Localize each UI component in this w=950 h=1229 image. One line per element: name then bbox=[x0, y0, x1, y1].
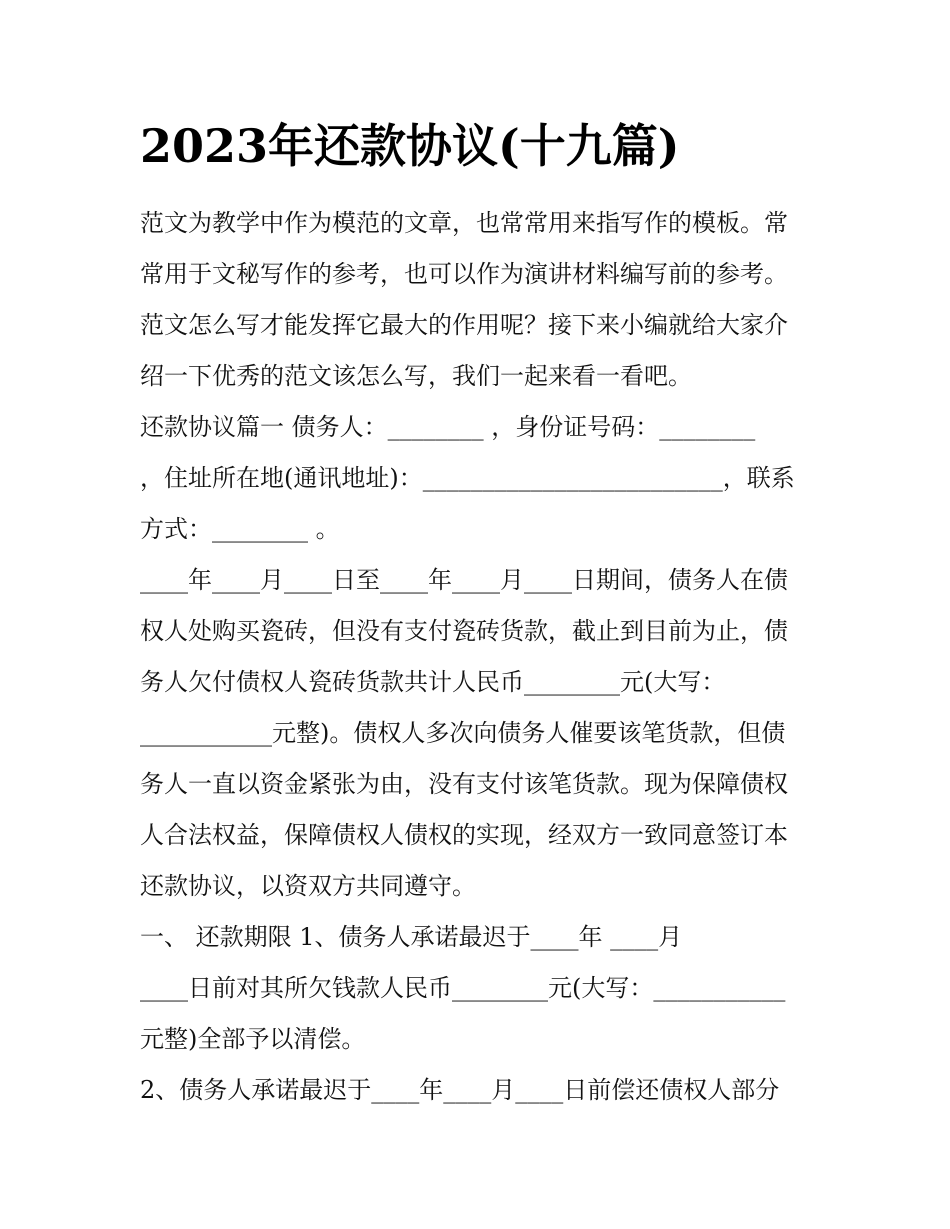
paragraph-line: 2、债务人承诺最迟于____年____月____日前偿还债权人部分 bbox=[140, 1076, 780, 1104]
paragraph-line: 务人欠付债权人瓷砖货款共计人民币________元(大写： bbox=[140, 668, 726, 696]
paragraph-line: 还款协议篇一 债务人：________ ，身份证号码：________ bbox=[140, 413, 756, 441]
paragraph-line: 常用于文秘写作的参考，也可以作为演讲材料编写前的参考。 bbox=[140, 260, 788, 288]
paragraph-line: 范文怎么写才能发挥它最大的作用呢？接下来小编就给大家介 bbox=[140, 311, 788, 339]
paragraph-line: ，住址所在地(通讯地址)：_________________________，联系 bbox=[140, 464, 795, 492]
paragraph-line: ____日前对其所欠钱款人民币________元(大写：___________ bbox=[140, 974, 786, 1002]
document-title: 2023年还款协议(十九篇) bbox=[140, 119, 680, 173]
paragraph-line: 权人处购买瓷砖，但没有支付瓷砖货款，截止到目前为止，债 bbox=[140, 617, 788, 645]
paragraph-line: 一、 还款期限 1、债务人承诺最迟于____年 ____月 bbox=[140, 923, 683, 951]
paragraph-line: ____年____月____日至____年____月____日期间，债务人在债 bbox=[140, 566, 788, 594]
paragraph-line: 方式：________ 。 bbox=[140, 515, 340, 543]
paragraph-line: ___________元整)。债权人多次向债务人催要该笔货款，但债 bbox=[140, 719, 786, 747]
document-body bbox=[140, 198, 820, 1116]
paragraph-line: 还款协议，以资双方共同遵守。 bbox=[140, 872, 476, 900]
paragraph-line: 绍一下优秀的范文该怎么写，我们一起来看一看吧。 bbox=[140, 362, 692, 390]
paragraph-line: 范文为教学中作为模范的文章，也常常用来指写作的模板。常 bbox=[140, 209, 788, 237]
paragraph-line: 务人一直以资金紧张为由，没有支付该笔货款。现为保障债权 bbox=[140, 770, 788, 798]
paragraph-line: 人合法权益，保障债权人债权的实现，经双方一致同意签订本 bbox=[140, 821, 788, 849]
paragraph-line: 元整)全部予以清偿。 bbox=[140, 1025, 366, 1053]
